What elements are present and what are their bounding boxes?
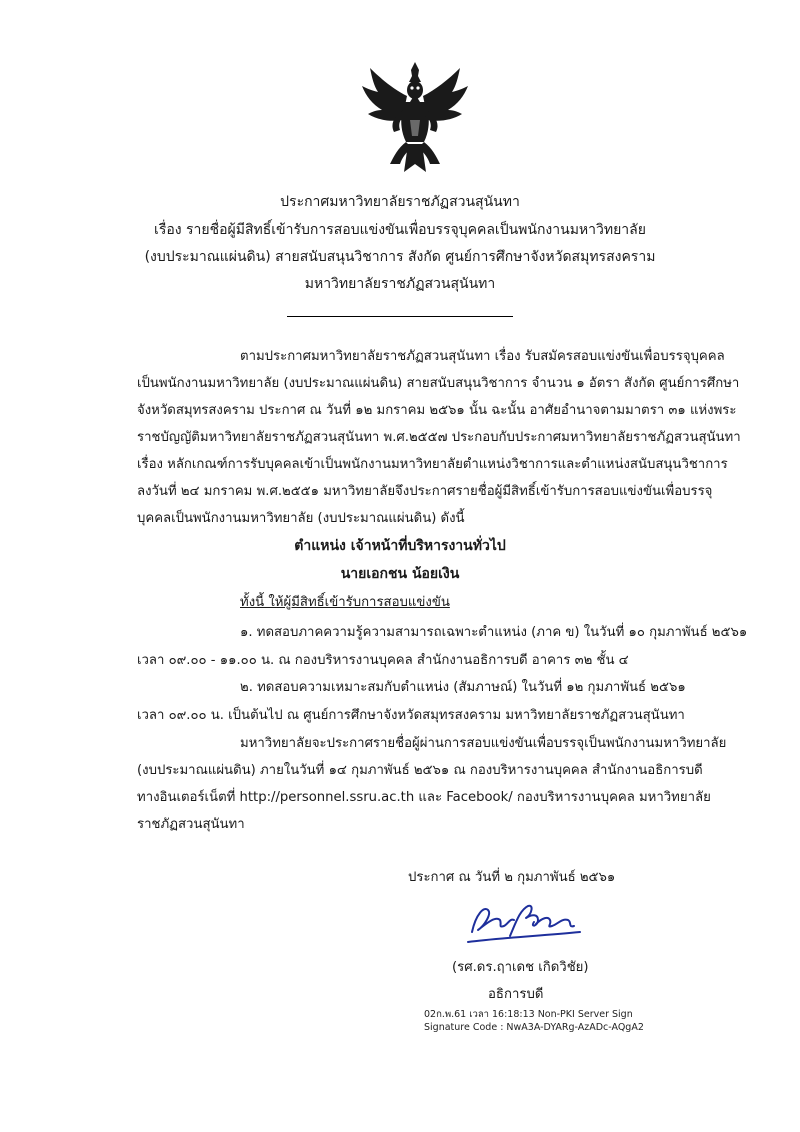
- announce-line-2: (งบประมาณแผ่นดิน) ภายในวันที่ ๑๔ กุมภาพันธ์ ๒๕๖๑ ณ กองบริหารงานบุคคล สำนักงานอธิการบดี: [137, 763, 703, 778]
- announce-line-4: ราชภัฏสวนสุนันทา: [137, 817, 245, 832]
- exam-heading: ทั้งนี้ ให้ผู้มีสิทธิ์เข้ารับการสอบแข่งขัน: [240, 595, 450, 610]
- announcement-university: มหาวิทยาลัยราชภัฏสวนสุนันทา: [304, 276, 496, 292]
- signer-title: อธิการบดี: [488, 987, 544, 1002]
- header-divider: [287, 316, 513, 317]
- announcement-title: ประกาศมหาวิทยาลัยราชภัฏสวนสุนันทา: [280, 194, 520, 210]
- intro-line-4: ราชบัญญัติมหาวิทยาลัยราชภัฏสวนสุนันทา พ.ศ.๒๕๕๗ ประกอบกับประกาศมหาวิทยาลัยราชภัฏสวนสุนันทา: [137, 430, 741, 445]
- signer-name: (รศ.ดร.ฤาเดช เกิดวิชัย): [452, 960, 589, 975]
- exam-item-2-detail: เวลา ๐๙.๐๐ น. เป็นต้นไป ณ ศูนย์การศึกษาจังหวัดสมุทรสงคราม มหาวิทยาลัยราชภัฏสวนสุนันทา: [137, 708, 685, 723]
- intro-line-1: ตามประกาศมหาวิทยาลัยราชภัฏสวนสุนันทา เรื่อง รับสมัครสอบแข่งขันเพื่อบรรจุบุคคล: [240, 349, 725, 364]
- intro-line-3: จังหวัดสมุทรสงคราม ประกาศ ณ วันที่ ๑๒ มกราคม ๒๕๖๑ นั้น ฉะนั้น อาศัยอำนาจตามมาตรา ๓๑ แห่งพระ: [137, 403, 737, 418]
- intro-line-5: เรื่อง หลักเกณฑ์การรับบุคคลเข้าเป็นพนักงานมหาวิทยาลัยตำแหน่งวิชาการและตำแหน่งสนับสนุนวิชาการ: [137, 457, 728, 472]
- announcement-subject-line2: (งบประมาณแผ่นดิน) สายสนับสนุนวิชาการ สังกัด ศูนย์การศึกษาจังหวัดสมุทรสงคราม: [144, 249, 656, 265]
- garuda-emblem-icon: [360, 60, 470, 175]
- announce-line-3: ทางอินเตอร์เน็ตที่ http://personnel.ssru.ac.th และ Facebook/ กองบริหารงานบุคคล มหาวิทยาลัย: [137, 790, 711, 805]
- intro-line-6: ลงวันที่ ๒๔ มกราคม พ.ศ.๒๕๕๑ มหาวิทยาลัยจึงประกาศรายชื่อผู้มีสิทธิ์เข้ารับการสอบแข่งขันเพื่อบรรจุ: [137, 484, 713, 499]
- announce-line-1: มหาวิทยาลัยจะประกาศรายชื่อผู้ผ่านการสอบแข่งขันเพื่อบรรจุเป็นพนักงานมหาวิทยาลัย: [240, 736, 727, 751]
- sign-stamp-code: Signature Code : NwA3A-DYARg-AzADc-AQgA2: [424, 1022, 644, 1033]
- exam-item-1-detail: เวลา ๐๙.๐๐ - ๑๑.๐๐ น. ณ กองบริหารงานบุคคล สำนักงานอธิการบดี อาคาร ๓๒ ชั้น ๔: [137, 653, 629, 668]
- intro-line-7: บุคคลเป็นพนักงานมหาวิทยาลัย (งบประมาณแผ่นดิน) ดังนี้: [137, 511, 465, 526]
- intro-line-2: เป็นพนักงานมหาวิทยาลัย (งบประมาณแผ่นดิน) สายสนับสนุนวิชาการ จำนวน ๑ อัตรา สังกัด ศูนย์การศึกษา: [137, 376, 740, 391]
- exam-item-1: ๑. ทดสอบภาคความรู้ความสามารถเฉพาะตำแหน่ง (ภาค ข) ในวันที่ ๑๐ กุมภาพันธ์ ๒๕๖๑: [240, 625, 748, 640]
- announcement-date: ประกาศ ณ วันที่ ๒ กุมภาพันธ์ ๒๕๖๑: [408, 870, 616, 885]
- exam-item-2: ๒. ทดสอบความเหมาะสมกับตำแหน่ง (สัมภาษณ์) ในวันที่ ๑๒ กุมภาพันธ์ ๒๕๖๑: [240, 680, 686, 695]
- candidate-name: นายเอกชน น้อยเงิน: [340, 566, 460, 582]
- sign-stamp-time: 02ก.พ.61 เวลา 16:18:13 Non-PKI Server Sign: [424, 1009, 633, 1020]
- announcement-subject: เรื่อง รายชื่อผู้มีสิทธิ์เข้ารับการสอบแข่งขันเพื่อบรรจุบุคคลเป็นพนักงานมหาวิทยาลัย: [154, 222, 646, 238]
- signature-icon: [458, 892, 588, 952]
- position-title: ตำแหน่ง เจ้าหน้าที่บริหารงานทั่วไป: [294, 538, 506, 554]
